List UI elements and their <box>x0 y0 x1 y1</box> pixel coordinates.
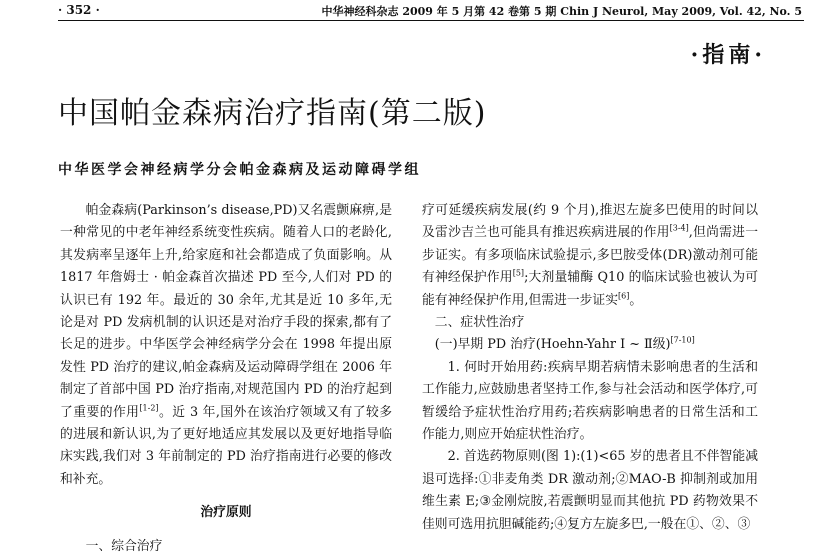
header-journal-citation: 中华神经科杂志 2009 年 5 月第 42 卷第 5 期 Chin J Neurol, May 2009, Vol. 42, No. 5 <box>321 5 802 18</box>
article-authors: 中华医学会神经病学分会帕金森病及运动障碍学组 <box>58 162 421 178</box>
continued-paragraph <box>422 200 758 312</box>
intro-text-b: 。近 3 年,国外在该治疗领域又有了较多的进展和新认识,为了更好地适应其发展以及更好地指导临床实践,我们对 3 年前制定的 PD 治疗指南进行必要的修改和补充。 <box>60 404 392 487</box>
heading-early-pd-text: (一)早期 PD 治疗(Hoehn-Yahr Ⅰ ~ Ⅱ级) <box>434 337 671 353</box>
section-heading-principles: 治疗原则 <box>200 505 252 521</box>
header-page-number: · 352 · <box>58 3 100 17</box>
heading-early-pd <box>422 334 758 356</box>
header-rule <box>58 20 804 21</box>
heading-symptomatic-treatment: 二、症状性治疗 <box>434 315 525 331</box>
cut-off-heading: 一、综合治疗 <box>85 538 163 554</box>
citation-ref: [3-4] <box>669 224 689 234</box>
intro-text-a: 帕金森病(Parkinson’s disease,PD)又名震颤麻痹,是一种常见的中老年神经系统变性疾病。随着人口的老龄化,其发病率呈逐年上升,给家庭和社会都造成了负面影响。从 1817 年詹姆士 · 帕金森首次描述 PD 至今,人们对 PD 的认识已有 192 年。最近的 30 余年,尤其是近 10 多年,无论是对 PD 发病机制的认识还是对治疗手段的探索,都有了长足的进步。中华医学会神经病学分会在 1998 年提出原发性 PD 治疗的建议,帕金森病及运动障碍学组在 2006 年制定了首部中国 PD 治疗指南,对规范国内 PD 的治疗起到了重要的作用 <box>60 203 392 420</box>
item-drug-selection: 2. 首选药物原则(图 1):(1)<65 岁的患者且不伴智能减退可选择:①非麦角类 DR 激动剂;②MAO-B 抑制剂或加用维生素 E;③金刚烷胺,若震颤明显而其他抗 PD 药物效果不佳则可选用抗胆碱能药;④复方左旋多巴,一般在①、②、③ <box>422 449 758 532</box>
citation-ref: [7-10] <box>670 336 695 346</box>
right-column <box>422 200 758 536</box>
cont-text-b: ,但尚需进一步证实。有多项临床试验提示,多巴胺受体(DR)激动剂可能有神经保护作用 <box>422 225 758 286</box>
cont-text-d: 。 <box>629 292 643 308</box>
citation-ref: [6] <box>618 291 630 301</box>
left-column <box>60 200 392 558</box>
citation-ref: [5] <box>512 268 525 278</box>
section-tag: ·指南· <box>690 42 766 68</box>
cont-text-c: ;大剂量辅酶 Q10 的临床试验也被认为可能有神经保护作用,但需进一步证实 <box>422 270 758 308</box>
item-when-to-start: 1. 何时开始用药:疾病早期若病情未影响患者的生活和工作能力,应鼓励患者坚持工作,参与社会活动和医学体疗,可暂缓给予症状性治疗用药;若疾病影响患者的日常生活和工作能力,则应开始症状性治疗。 <box>422 359 758 443</box>
article-title: 中国帕金森病治疗指南(第二版) <box>58 96 487 131</box>
cont-text-a: 疗可延缓疾病发展(约 9 个月),推迟左旋多巴使用的时间以及雷沙吉兰也可能具有推迟疾病进展的作用 <box>422 203 758 241</box>
intro-paragraph <box>60 200 392 491</box>
citation-ref: [1-2] <box>139 403 159 413</box>
